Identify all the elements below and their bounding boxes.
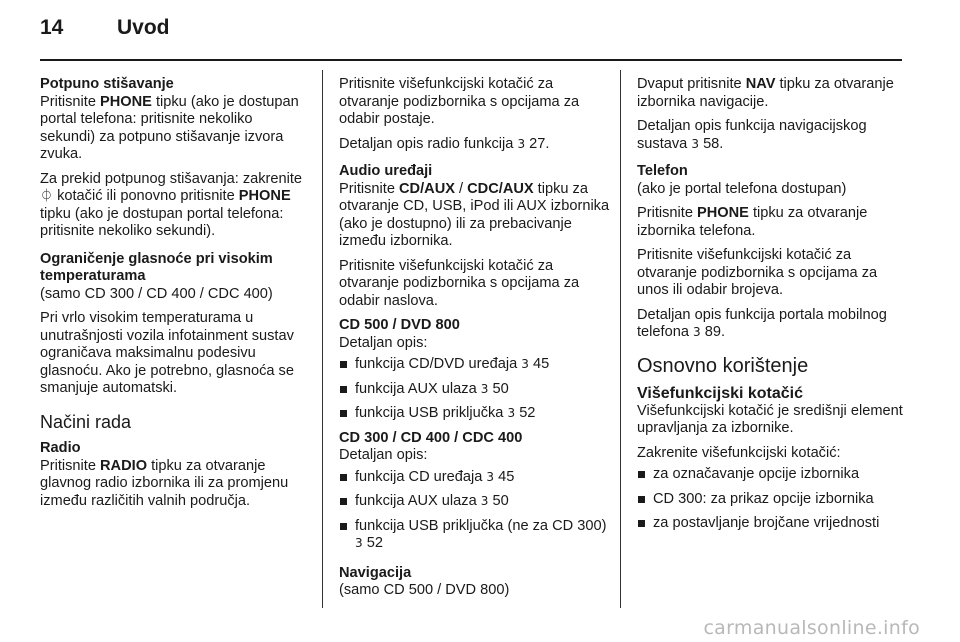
page-ref-icon: 3 xyxy=(486,469,495,484)
page-ref-icon: 3 xyxy=(355,536,363,550)
paragraph: Pritisnite RADIO tipku za otvaranje glavnog radio izbornika ili za promjenu između različitih valnih područja. xyxy=(40,457,289,509)
heading-visefunkcijski-kotacic: Višefunkcijski kotačić xyxy=(637,385,804,402)
list-item: funkcija USB priključka (ne za CD 300) 3 52 xyxy=(339,518,611,553)
page-ref: 27 xyxy=(529,135,546,152)
paragraph: Detaljan opis funkcija portala mobilnog telefona 3 89. xyxy=(637,306,887,340)
heading-potpuno-stisavanje: Potpuno stišavanje xyxy=(40,76,174,92)
heading-ogranicenje: Ograničenje glasnoće pri visokim temperaturama xyxy=(40,250,273,284)
list-item: funkcija CD/DVD uređaja 3 45 xyxy=(339,356,611,374)
key-nav: NAV xyxy=(745,76,776,92)
page-ref-icon: 3 xyxy=(691,136,699,151)
paragraph: Zakrenite višefunkcijski kotačić: xyxy=(637,444,841,461)
paragraph: (samo CD 500 / DVD 800) xyxy=(339,582,510,598)
watermark: carmanualsonline.info xyxy=(703,617,920,639)
bullet-icon xyxy=(340,523,347,530)
paragraph: Pritisnite PHONE tipku (ako je dostupan portal telefona: pritisnite nekoliko sekundi) za potpuno stišavanje izvora zvuka. xyxy=(40,93,299,162)
column-2 xyxy=(339,76,611,607)
list-cd500 xyxy=(339,356,611,423)
bullet-icon xyxy=(340,386,347,393)
dial-icon: ⏀ xyxy=(40,189,54,204)
paragraph: Višefunkcijski kotačić je središnji element upravljanja za izbornike. xyxy=(637,402,903,436)
paragraph: Pritisnite višefunkcijski kotačić za otvaranje podizbornika s opcijama za odabir postaje. xyxy=(339,76,580,127)
heading-cd300: CD 300 / CD 400 / CDC 400 xyxy=(339,429,523,446)
bullet-icon xyxy=(638,471,645,478)
heading-nacini-rada: Načini rada xyxy=(40,411,132,432)
column-1 xyxy=(40,76,310,517)
heading-audio-uredaji: Audio uređaji xyxy=(339,163,433,179)
paragraph: Pri vrlo visokim temperaturama u unutrašnjosti vozila infotainment sustav ograničava maksimalnu podesivu glasnoću. Ako je potrebno, glasnoća se smanjuje automatski. xyxy=(40,310,294,396)
key-phone: PHONE xyxy=(100,93,152,110)
list-item: CD 300: za prikaz opcije izbornika xyxy=(637,491,907,509)
page-ref-icon: 3 xyxy=(507,406,516,420)
bullet-icon xyxy=(340,474,347,481)
list-item: funkcija AUX ulaza 3 50 xyxy=(339,493,611,511)
list-item: funkcija CD uređaja 3 45 xyxy=(339,469,611,487)
page-ref-icon: 3 xyxy=(693,325,701,339)
list-cd300 xyxy=(339,469,611,553)
key-cdc-aux: CDC/AUX xyxy=(467,180,534,197)
paragraph: Pritisnite višefunkcijski kotačić za otvaranje podizbornika s opcijama za odabir naslova. xyxy=(339,257,580,309)
paragraph: Dvaput pritisnite NAV tipku za otvaranje izbornika navigacije. xyxy=(637,76,894,110)
paragraph: (ako je portal telefona dostupan) xyxy=(637,180,847,197)
paragraph: Pritisnite višefunkcijski kotačić za otvaranje podizbornika s opcijama za unos ili odabir brojeva. xyxy=(637,247,878,298)
list-item: za označavanje opcije izbornika xyxy=(637,466,907,484)
column-3 xyxy=(637,76,907,540)
list-item: funkcija AUX ulaza 3 50 xyxy=(339,381,611,399)
paragraph: Detaljan opis: xyxy=(339,334,428,351)
list-item: funkcija USB priključka 3 52 xyxy=(339,405,611,423)
paragraph: Detaljan opis radio funkcija 3 27. xyxy=(339,135,550,152)
list-item: za postavljanje brojčane vrijednosti xyxy=(637,515,907,533)
heading-cd500: CD 500 / DVD 800 xyxy=(339,317,460,333)
page-ref: 58 xyxy=(703,135,720,152)
page-number: 14 xyxy=(40,16,64,39)
paragraph: (samo CD 300 / CD 400 / CDC 400) xyxy=(40,285,273,302)
key-phone: PHONE xyxy=(238,188,291,204)
page-ref-icon: 3 xyxy=(480,494,489,508)
heading-telefon: Telefon xyxy=(637,163,688,179)
bullet-icon xyxy=(340,410,347,417)
page-ref: 89 xyxy=(704,324,721,340)
list-kotacic xyxy=(637,466,907,533)
key-phone: PHONE xyxy=(697,205,749,221)
page-ref-icon: 3 xyxy=(517,136,526,151)
heading-osnovno-koristenje: Osnovno korištenje xyxy=(637,354,809,377)
page-ref-icon: 3 xyxy=(480,381,489,396)
bullet-icon xyxy=(340,361,347,368)
column-divider-2 xyxy=(620,70,621,608)
chapter-title: Uvod xyxy=(117,16,170,39)
paragraph: Pritisnite PHONE tipku za otvaranje izbornika telefona. xyxy=(637,205,868,239)
bullet-icon xyxy=(340,498,347,505)
column-divider-1 xyxy=(322,70,323,608)
paragraph: Detaljan opis funkcija navigacijskog sustava 3 58. xyxy=(637,118,867,152)
paragraph: Pritisnite CD/AUX / CDC/AUX tipku za otvaranje CD, USB, iPod ili AUX izbornika (ako je dostupno) ili za prebacivanje između izbornika. xyxy=(339,180,610,249)
bullet-icon xyxy=(638,496,645,503)
heading-navigacija: Navigacija xyxy=(339,564,412,581)
paragraph: Za prekid potpunog stišavanja: zakrenite ⏀ kotačić ili ponovno pritisnite PHONE tipku (ako je dostupan portal telefona: pritisnite nekoliko sekundi). xyxy=(40,170,303,239)
bullet-icon xyxy=(638,520,645,527)
header-rule xyxy=(40,59,902,61)
key-cd-aux: CD/AUX xyxy=(399,180,455,197)
paragraph: Detaljan opis: xyxy=(339,447,428,463)
key-radio: RADIO xyxy=(100,457,148,474)
heading-radio: Radio xyxy=(40,440,81,456)
page-ref-icon: 3 xyxy=(521,357,529,371)
